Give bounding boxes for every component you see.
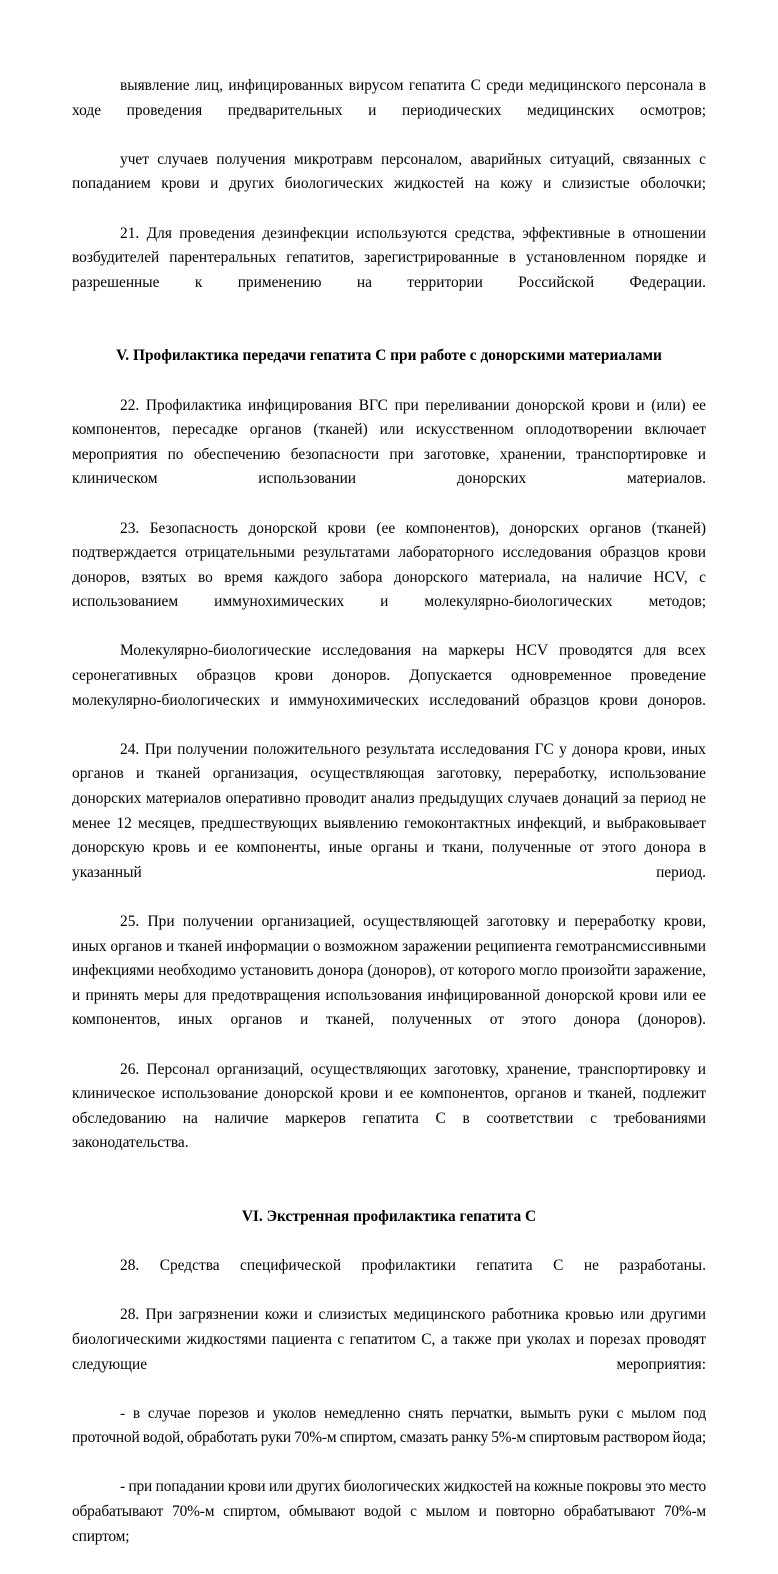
- spacer-after-heading-6: [72, 1229, 706, 1254]
- para-26-personnel-examination: 26. Персонал организаций, осуществляющих заготовку, хранение, транспортировку и клиническое использование донорской крови и ее компонентов, органов и тканей, подлежит обследованию на наличие маркеров гепатита С в соответствии с требованиями законодательства.: [72, 1060, 706, 1152]
- para-23-donor-blood-safety: 23. Безопасность донорской крови (ее компонентов), донорских органов (тканей) подтверждается отрицательными результатами лабораторного исследования образцов крови доноров, взятых во время каждого забора донорского материала, на наличие HCV, с использованием иммунохимических и молекулярно-биологических методов;: [72, 519, 706, 611]
- document-body: [72, 74, 706, 1574]
- para-24-positive-result-actions: 24. При получении положительного результата исследования ГС у донора крови, иных органов и тканей организация, осуществляющая заготовку, переработку, использование донорских материалов оперативно проводит анализ предыдущих случаев донаций за период не менее 12 месяцев, предшествующих выявлению гемоконтактных инфекций, и выбраковывает донорскую кровь и ее компоненты, иные органы и ткани, полученные от этого донора в указанный период.: [72, 740, 706, 881]
- para-28-no-specific-prophylaxis: 28. Средства специфической профилактики гепатита С не разработаны.: [120, 1257, 706, 1275]
- para-bullet-cuts-and-punctures: - в случае порезов и уколов немедленно снять перчатки, вымыть руки с мылом под проточной водой, обработать руки 70%-м спиртом, смазать ранку 5%-м спиртовым раствором йода;: [72, 1404, 706, 1447]
- para-22-prevention-hcv-transfusion: 22. Профилактика инфицирования ВГС при переливании донорской крови и (или) ее компонентов, пересадке органов (тканей) или искусственном оплодотворении включает мероприятия по обеспечению безопасности при заготовке, хранении, транспортировке и клиническом использовании донорских материалов.: [72, 396, 706, 488]
- para-bullet-blood-on-skin: - при попадании крови или других биологических жидкостей на кожные покровы это место обрабатывают 70%-м спиртом, обмывают водой с мылом и повторно обрабатывают 70%-м спиртом;: [72, 1478, 706, 1545]
- heading-section-6: VI. Экстренная профилактика гепатита С: [241, 1207, 537, 1225]
- spacer-before-heading-5: [72, 320, 706, 344]
- para-28-contamination-measures: 28. При загрязнении кожи и слизистых медицинского работника кровью или другими биологическими жидкостями пациента с гепатитом С, а также при уколах и порезах проводят следующие мероприятия:: [72, 1306, 706, 1373]
- heading-section-5: V. Профилактика передачи гепатита С при работе с донорскими материалами: [116, 346, 662, 364]
- para-25-recipient-infection-info: 25. При получении организацией, осуществляющей заготовку и переработку крови, иных органов и тканей информации о возможном заражении реципиента гемотрансмиссивными инфекциями необходимо установить донора (доноров), от которого могло произойти заражение, и принять меры для предотвращения использования инфицированной донорской крови или ее компонентов, иных органов и тканей, полученных от этого донора (доноров).: [72, 913, 706, 1029]
- para-identification-of-infected: выявление лиц, инфицированных вирусом гепатита С среди медицинского персонала в ходе проведения предварительных и периодических медицинских осмотров;: [72, 77, 706, 119]
- para-microtrauma-accounting: учет случаев получения микротравм персоналом, аварийных ситуаций, связанных с попаданием крови и других биологических жидкостей на кожу и слизистые оболочки;: [72, 150, 706, 193]
- spacer-before-heading-6: [72, 1181, 706, 1205]
- para-molecular-biological-studies: Молекулярно-биологические исследования на маркеры HCV проводятся для всех серонегативных образцов крови доноров. Допускается одновременное проведение молекулярно-биологических и иммунохимических исследований образцов крови доноров.: [72, 642, 706, 709]
- para-21-disinfection: 21. Для проведения дезинфекции используются средства, эффективные в отношении возбудителей парентеральных гепатитов, зарегистрированные в установленном порядке и разрешенные к применению на территории Российской Федерации.: [72, 224, 706, 291]
- spacer-after-heading-5: [72, 369, 706, 394]
